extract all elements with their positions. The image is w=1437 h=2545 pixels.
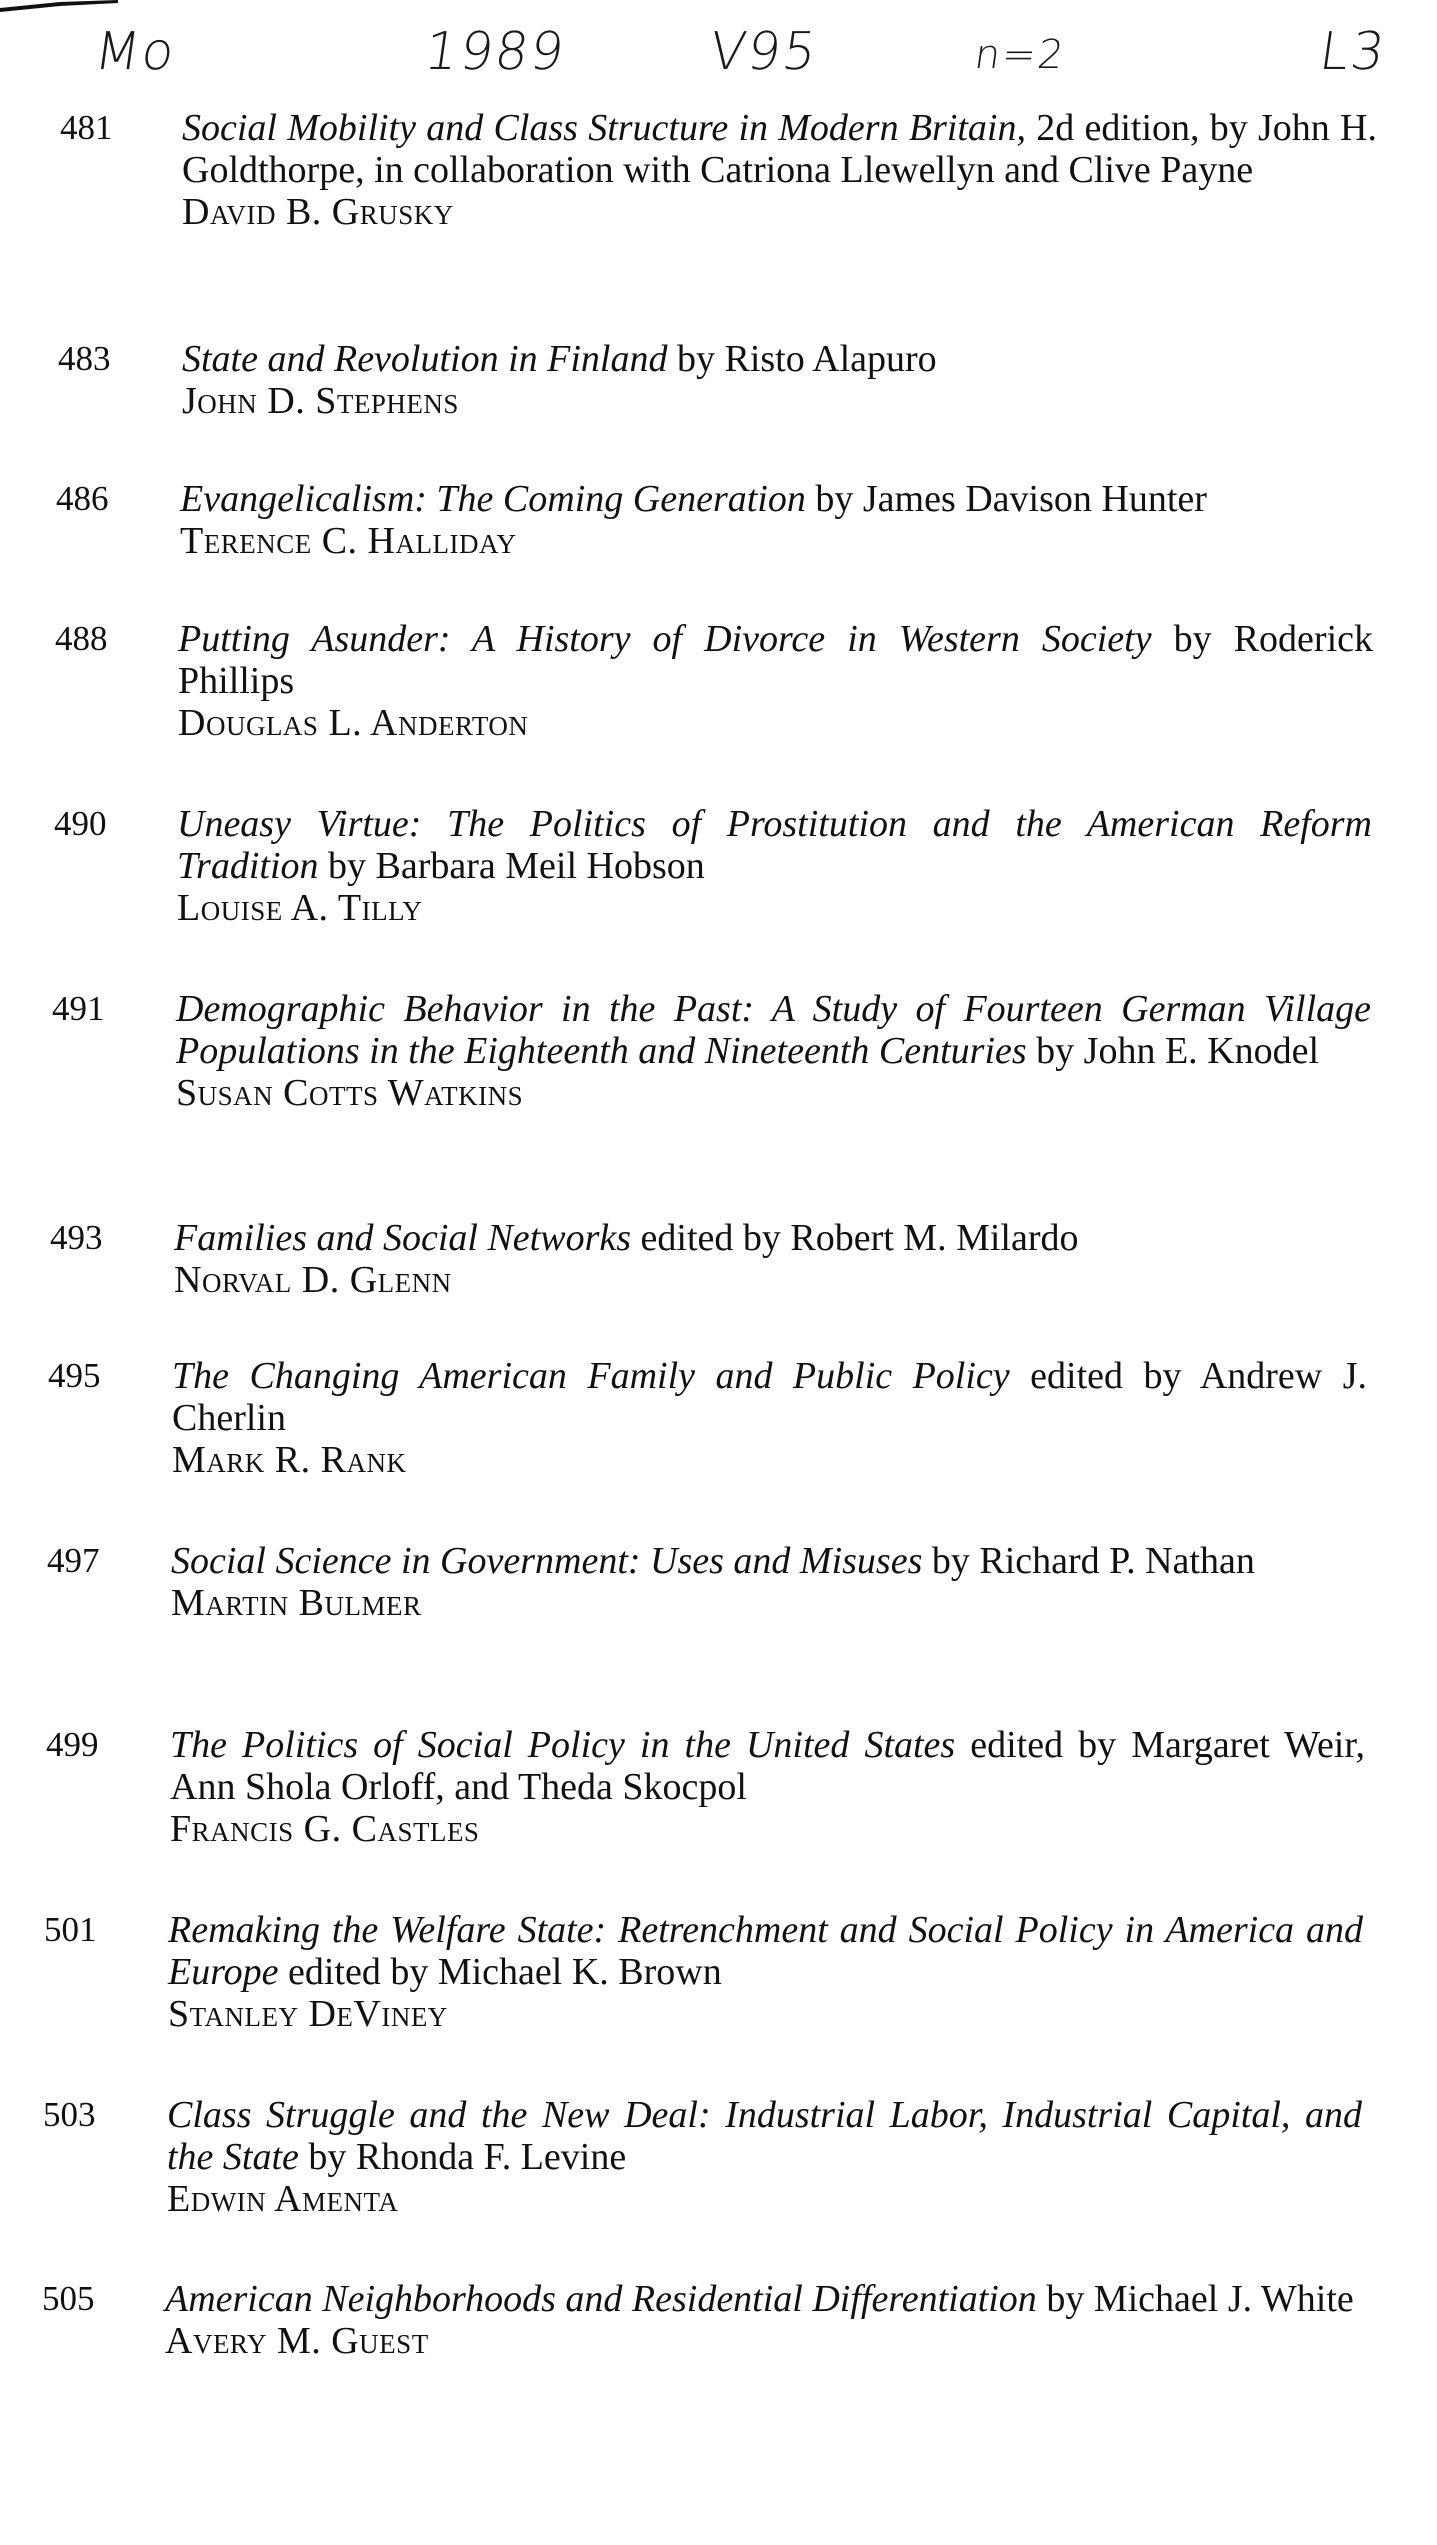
book-credit: by James Davison Hunter: [805, 478, 1207, 520]
entry-page-number: 481: [60, 108, 113, 147]
entry-page-number: 491: [52, 989, 105, 1028]
entry-body: [167, 2094, 1362, 2220]
entry-page-number: 490: [54, 804, 107, 843]
book-credit: by John E. Knodel: [1026, 1030, 1320, 1072]
handwritten-code: L3: [1315, 22, 1391, 82]
book-title: Social Science in Government: Uses and Misuses: [171, 1540, 923, 1582]
book-credit: by Richard P. Nathan: [922, 1540, 1255, 1582]
entry-citation: [180, 478, 1375, 520]
entry-page-number: 501: [44, 1910, 97, 1949]
book-title: Evangelicalism: The Coming Generation: [180, 478, 806, 520]
entry-citation: [174, 1217, 1369, 1259]
book-title: Putting Asunder: A History of Divorce in Western Society: [178, 618, 1152, 660]
entry-page-number: 503: [43, 2095, 96, 2134]
book-title: Remaking the Welfare State: Retrenchment and Social Policy in America and Europe: [168, 1909, 1363, 1993]
entry-citation: [182, 338, 1377, 380]
entry-citation: [170, 1724, 1365, 1808]
book-title: Demographic Behavior in the Past: A Study of Fourteen German Village Populations in the Eighteenth and Nineteenth Centuries: [176, 988, 1371, 1072]
reviewer-name: Mark R. Rank: [172, 1439, 407, 1481]
entry-citation: [165, 2278, 1360, 2320]
book-credit: edited by Margaret Weir, Ann Shola Orloff, and Theda Skocpol: [170, 1724, 1365, 1808]
book-credit: by Roderick Phillips: [178, 618, 1374, 702]
entry-citation: [168, 1909, 1363, 1993]
entry-body: [180, 478, 1375, 562]
book-title: The Changing American Family and Public Policy: [172, 1355, 1010, 1397]
book-title: State and Revolution in Finland: [182, 338, 668, 380]
book-credit: edited by Robert M. Milardo: [631, 1217, 1079, 1259]
entry-body: [168, 1909, 1363, 2035]
entry-body: [172, 1355, 1367, 1481]
entry-citation: [172, 1355, 1367, 1439]
entry-citation: [176, 988, 1371, 1072]
book-title: American Neighborhoods and Residential Differentiation: [165, 2278, 1037, 2320]
book-title: Class Struggle and the New Deal: Industrial Labor, Industrial Capital, and the State: [167, 2094, 1362, 2178]
handwritten-volume: V95: [705, 22, 822, 82]
entry-body: [178, 618, 1373, 744]
entry-body: [165, 2278, 1360, 2362]
book-credit: by Risto Alapuro: [667, 338, 937, 380]
reviewer-name: Martin Bulmer: [171, 1582, 422, 1624]
entry-citation: [177, 803, 1372, 887]
book-title: Uneasy Virtue: The Politics of Prostitution and the American Reform Tradition: [177, 803, 1372, 887]
entry-page-number: 483: [58, 339, 111, 378]
entry-body: [176, 988, 1371, 1114]
book-title: Families and Social Networks: [174, 1217, 632, 1259]
handwritten-year: 1989: [420, 22, 570, 82]
reviewer-name: Louise A. Tilly: [177, 887, 423, 929]
entry-page-number: 499: [46, 1725, 99, 1764]
reviewer-name: John D. Stephens: [182, 380, 459, 422]
entry-page-number: 495: [48, 1356, 101, 1395]
book-credit: by Rhonda F. Levine: [298, 2136, 627, 2178]
reviewer-name: Edwin Amenta: [167, 2178, 399, 2220]
entry-page-number: 505: [42, 2279, 95, 2318]
reviewer-name: Stanley DeViney: [168, 1993, 448, 2035]
entry-citation: [178, 618, 1373, 702]
entry-page-number: 497: [47, 1541, 100, 1580]
entry-body: [182, 107, 1377, 233]
reviewer-name: Susan Cotts Watkins: [176, 1072, 524, 1114]
entry-page-number: 488: [55, 619, 108, 658]
handwritten-number: n=2: [971, 32, 1069, 78]
entry-body: [182, 338, 1377, 422]
book-credit: by Michael J. White: [1036, 2278, 1354, 2320]
book-credit: 2d edition, by John H. Goldthorpe, in collaboration with Catriona Llewellyn and Clive Payne: [182, 107, 1377, 191]
reviewer-name: Douglas L. Anderton: [178, 702, 529, 744]
book-title: The Politics of Social Policy in the United States: [170, 1724, 956, 1766]
entry-body: [171, 1540, 1366, 1624]
reviewer-name: Francis G. Castles: [170, 1808, 480, 1850]
entry-page-number: 486: [56, 479, 109, 518]
book-credit: edited by Michael K. Brown: [278, 1951, 722, 1993]
book-credit: edited by Andrew J. Cherlin: [172, 1355, 1367, 1439]
book-title: Social Mobility and Class Structure in Modern Britain,: [182, 107, 1026, 149]
entry-body: [177, 803, 1372, 929]
entry-citation: [171, 1540, 1366, 1582]
reviewer-name: Avery M. Guest: [165, 2320, 429, 2362]
reviewer-name: Terence C. Halliday: [180, 520, 517, 562]
reviewer-name: David B. Grusky: [182, 191, 454, 233]
entry-citation: [167, 2094, 1362, 2178]
handwritten-journal: Mo: [90, 22, 180, 82]
reviewer-name: Norval D. Glenn: [174, 1259, 452, 1301]
entry-citation: [182, 107, 1377, 191]
entry-body: [174, 1217, 1369, 1301]
entry-page-number: 493: [50, 1218, 103, 1257]
entry-body: [170, 1724, 1365, 1850]
book-credit: by Barbara Meil Hobson: [318, 845, 705, 887]
